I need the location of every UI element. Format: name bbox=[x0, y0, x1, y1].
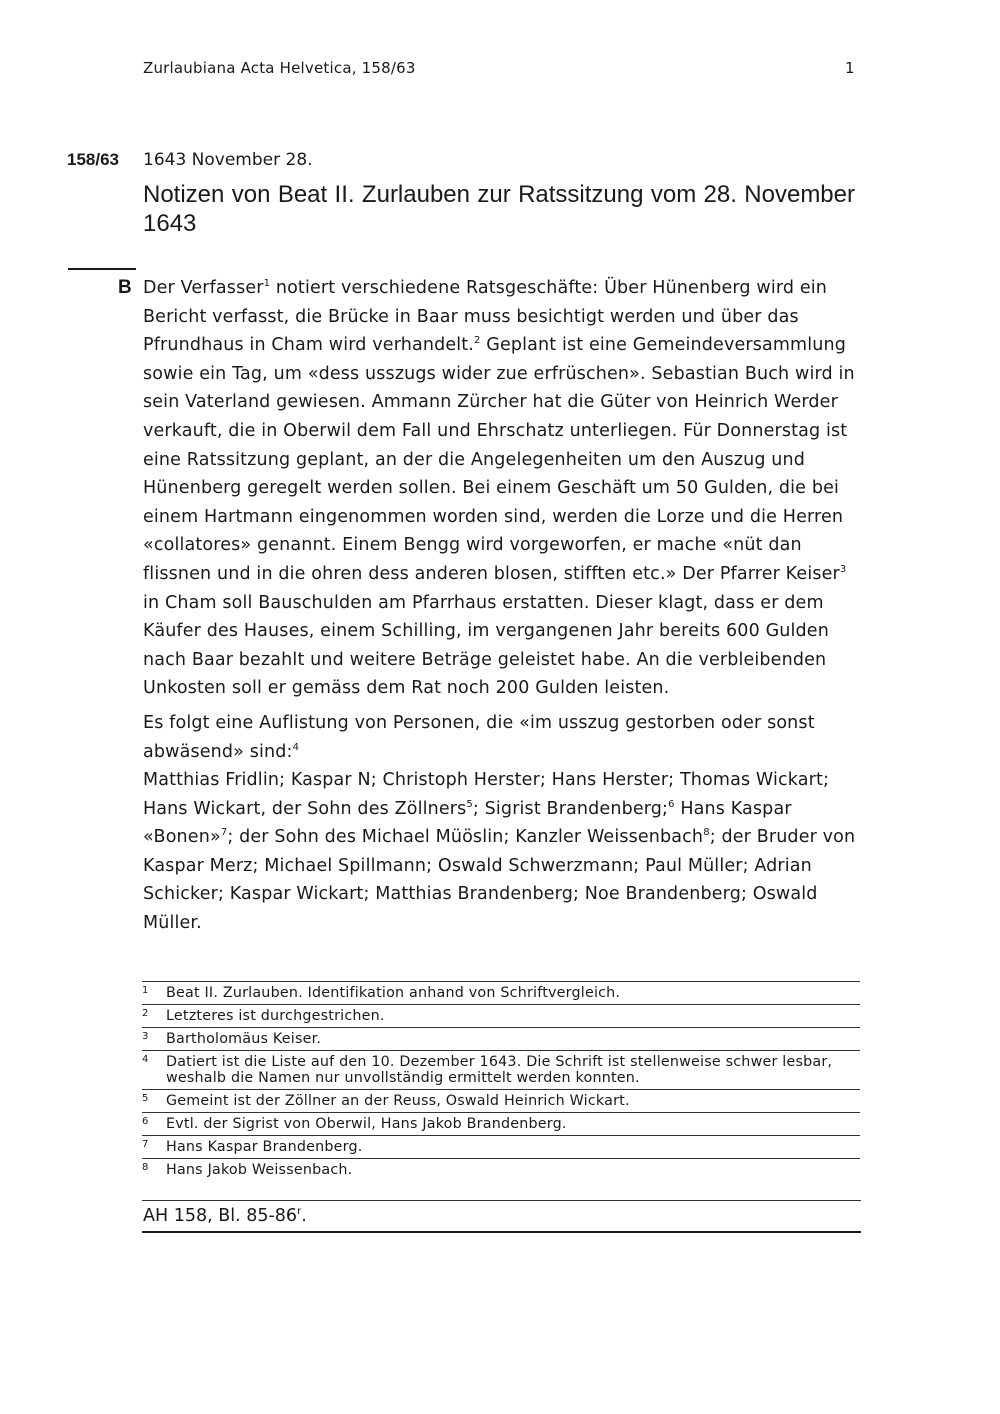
footnote-ref: 8 bbox=[703, 827, 710, 839]
running-header: Zurlaubiana Acta Helvetica, 158/63 bbox=[143, 59, 416, 77]
body-text bbox=[143, 274, 863, 938]
text-segment: Unkosten soll er gemäss dem Rat noch 200 Gulden leisten. bbox=[143, 678, 670, 699]
text-line bbox=[143, 674, 863, 703]
text-line bbox=[143, 531, 863, 560]
footnote-text: Hans Kaspar Brandenberg. bbox=[166, 1139, 363, 1155]
text-segment: nach Baar bezahlt und weitere Beträge geleistet habe. An die verbleibenden bbox=[143, 649, 827, 670]
text-segment: Es folgt eine Auflistung von Personen, die «im usszug gestorben oder sonst bbox=[143, 712, 815, 733]
text-line bbox=[143, 646, 863, 675]
footnote bbox=[142, 1112, 860, 1135]
text-segment: Bericht verfasst, die Brücke in Baar muss besichtigt werden und über das bbox=[143, 306, 799, 327]
document-number: 158/63 bbox=[67, 150, 119, 169]
footnote-text: Evtl. der Sigrist von Oberwil, Hans Jakob Brandenberg. bbox=[166, 1116, 567, 1132]
footnote-text: Letzteres ist durchgestrichen. bbox=[166, 1008, 385, 1024]
text-line bbox=[143, 617, 863, 646]
text-segment: «Bonen» bbox=[143, 827, 221, 848]
text-segment: Pfrundhaus in Cham wird verhandelt. bbox=[143, 335, 475, 356]
text-segment: abwäsend» sind: bbox=[143, 741, 293, 762]
footnote-text: Beat II. Zurlauben. Identifikation anhand von Schriftvergleich. bbox=[166, 985, 621, 1001]
footnote bbox=[142, 1027, 860, 1050]
text-segment: Müller. bbox=[143, 913, 202, 934]
text-line bbox=[143, 880, 863, 909]
text-line bbox=[143, 388, 863, 417]
footnote-text: Gemeint ist der Zöllner an der Reuss, Oswald Heinrich Wickart. bbox=[166, 1093, 630, 1109]
text-segment: sein Vaterland gewiesen. Ammann Zürcher hat die Güter von Heinrich Werder bbox=[143, 392, 838, 413]
text-line bbox=[143, 766, 863, 795]
text-line bbox=[143, 560, 863, 589]
text-line bbox=[143, 709, 863, 738]
text-line bbox=[143, 909, 863, 938]
footnote-number: 8 bbox=[142, 1162, 149, 1173]
footnote-number: 7 bbox=[142, 1139, 149, 1150]
page-number: 1 bbox=[845, 59, 855, 77]
text-segment: Schicker; Kaspar Wickart; Matthias Brandenberg; Noe Brandenberg; Oswald bbox=[143, 884, 818, 905]
text-line bbox=[143, 446, 863, 475]
footnote bbox=[142, 1135, 860, 1158]
footnote-text: Bartholomäus Keiser. bbox=[166, 1031, 322, 1047]
footnote-ref: 2 bbox=[474, 335, 481, 347]
source-reference bbox=[142, 1200, 861, 1233]
source-suffix: . bbox=[301, 1206, 307, 1226]
section-rule bbox=[68, 268, 136, 270]
text-segment: Hans Kaspar bbox=[674, 798, 792, 819]
text-line bbox=[143, 360, 863, 389]
text-line bbox=[143, 795, 863, 824]
text-line bbox=[143, 852, 863, 881]
text-line bbox=[143, 589, 863, 618]
text-segment: einem Hartmann eingenommen worden sind, werden die Lorze und die Herren bbox=[143, 506, 844, 527]
footnote bbox=[142, 1089, 860, 1112]
text-segment: Der Verfasser bbox=[143, 278, 264, 298]
footnote bbox=[142, 1050, 860, 1089]
footnotes bbox=[142, 981, 860, 1181]
text-segment: verkauft, die in Oberwil dem Fall und Ehrschatz unterliegen. Für Donnerstag ist bbox=[143, 420, 848, 441]
text-segment: notiert verschiedene Ratsgeschäfte: Über Hünenberg wird ein bbox=[270, 278, 828, 298]
text-segment: Geplant ist eine Gemeindeversammlung bbox=[480, 335, 847, 356]
text-segment: Matthias Fridlin; Kaspar N; Christoph Herster; Hans Herster; Thomas Wickart; bbox=[143, 770, 830, 791]
footnote-ref: 7 bbox=[220, 827, 228, 839]
paragraph-person-list bbox=[143, 709, 863, 938]
footnote-number: 2 bbox=[142, 1008, 149, 1019]
text-segment: Kaspar Merz; Michael Spillmann; Oswald Schwerzmann; Paul Müller; Adrian bbox=[143, 855, 812, 876]
text-segment: sowie ein Tag, um «dess usszugs wider zue erfrüschen». Sebastian Buch wird in bbox=[143, 363, 855, 384]
source-text: AH 158, Bl. 85-86 bbox=[143, 1206, 298, 1226]
text-line bbox=[143, 738, 863, 767]
footnote-number: 6 bbox=[142, 1116, 149, 1127]
text-segment: ; der Bruder von bbox=[709, 827, 856, 848]
footnote-ref: 1 bbox=[263, 278, 271, 289]
text-segment: flissnen und in die ohren dess anderen blosen, stifften etc.» Der Pfarrer Keiser bbox=[143, 563, 840, 584]
text-line bbox=[143, 303, 863, 332]
text-line bbox=[143, 274, 863, 303]
footnote-ref: 4 bbox=[292, 741, 300, 753]
footnote-ref: 5 bbox=[466, 798, 473, 810]
text-segment: «collatores» genannt. Einem Bengg wird vorgeworfen, er mache «nüt dan bbox=[143, 535, 802, 556]
text-segment: in Cham soll Bauschulden am Pfarrhaus erstatten. Dieser klagt, dass er dem bbox=[143, 592, 824, 613]
text-line bbox=[143, 331, 863, 360]
document-date: 1643 November 28. bbox=[143, 150, 313, 170]
text-segment: Käufer des Hauses, einem Schilling, im vergangenen Jahr bereits 600 Gulden bbox=[143, 621, 829, 642]
footnote-text: Datiert ist die Liste auf den 10. Dezember 1643. Die Schrift ist stellenweise schwer lesbar, weshalb die Namen nur unvollständig ermittelt werden konnten. bbox=[166, 1054, 833, 1086]
text-line bbox=[143, 417, 863, 446]
text-segment: eine Ratssitzung geplant, an der die Angelegenheiten um den Auszug und bbox=[143, 449, 806, 470]
footnote bbox=[142, 1158, 860, 1181]
footnote-ref: 3 bbox=[839, 563, 847, 575]
document-title: Notizen von Beat II. Zurlauben zur Ratssitzung vom 28. November 1643 bbox=[143, 181, 855, 237]
text-segment: ; der Sohn des Michael Müöslin; Kanzler Weissenbach bbox=[227, 827, 704, 848]
text-line bbox=[143, 474, 863, 503]
footnote bbox=[142, 981, 860, 1004]
text-segment: ; Sigrist Brandenberg; bbox=[472, 798, 669, 819]
section-marker: B bbox=[118, 277, 132, 298]
footnote-number: 1 bbox=[142, 985, 149, 996]
footnote-number: 4 bbox=[142, 1054, 149, 1065]
footnote-number: 5 bbox=[142, 1093, 149, 1104]
footnote-text: Hans Jakob Weissenbach. bbox=[166, 1162, 353, 1178]
text-segment: Hünenberg geregelt werden sollen. Bei einem Geschäft um 50 Gulden, die bei bbox=[143, 478, 840, 499]
footnote-number: 3 bbox=[142, 1031, 149, 1042]
text-line bbox=[143, 503, 863, 532]
source-sup: r bbox=[297, 1206, 302, 1217]
footnote-ref: 6 bbox=[668, 798, 675, 810]
footnote bbox=[142, 1004, 860, 1027]
paragraph-summary bbox=[143, 274, 863, 703]
text-line bbox=[143, 823, 863, 852]
text-segment: Hans Wickart, der Sohn des Zöllners bbox=[143, 798, 467, 819]
